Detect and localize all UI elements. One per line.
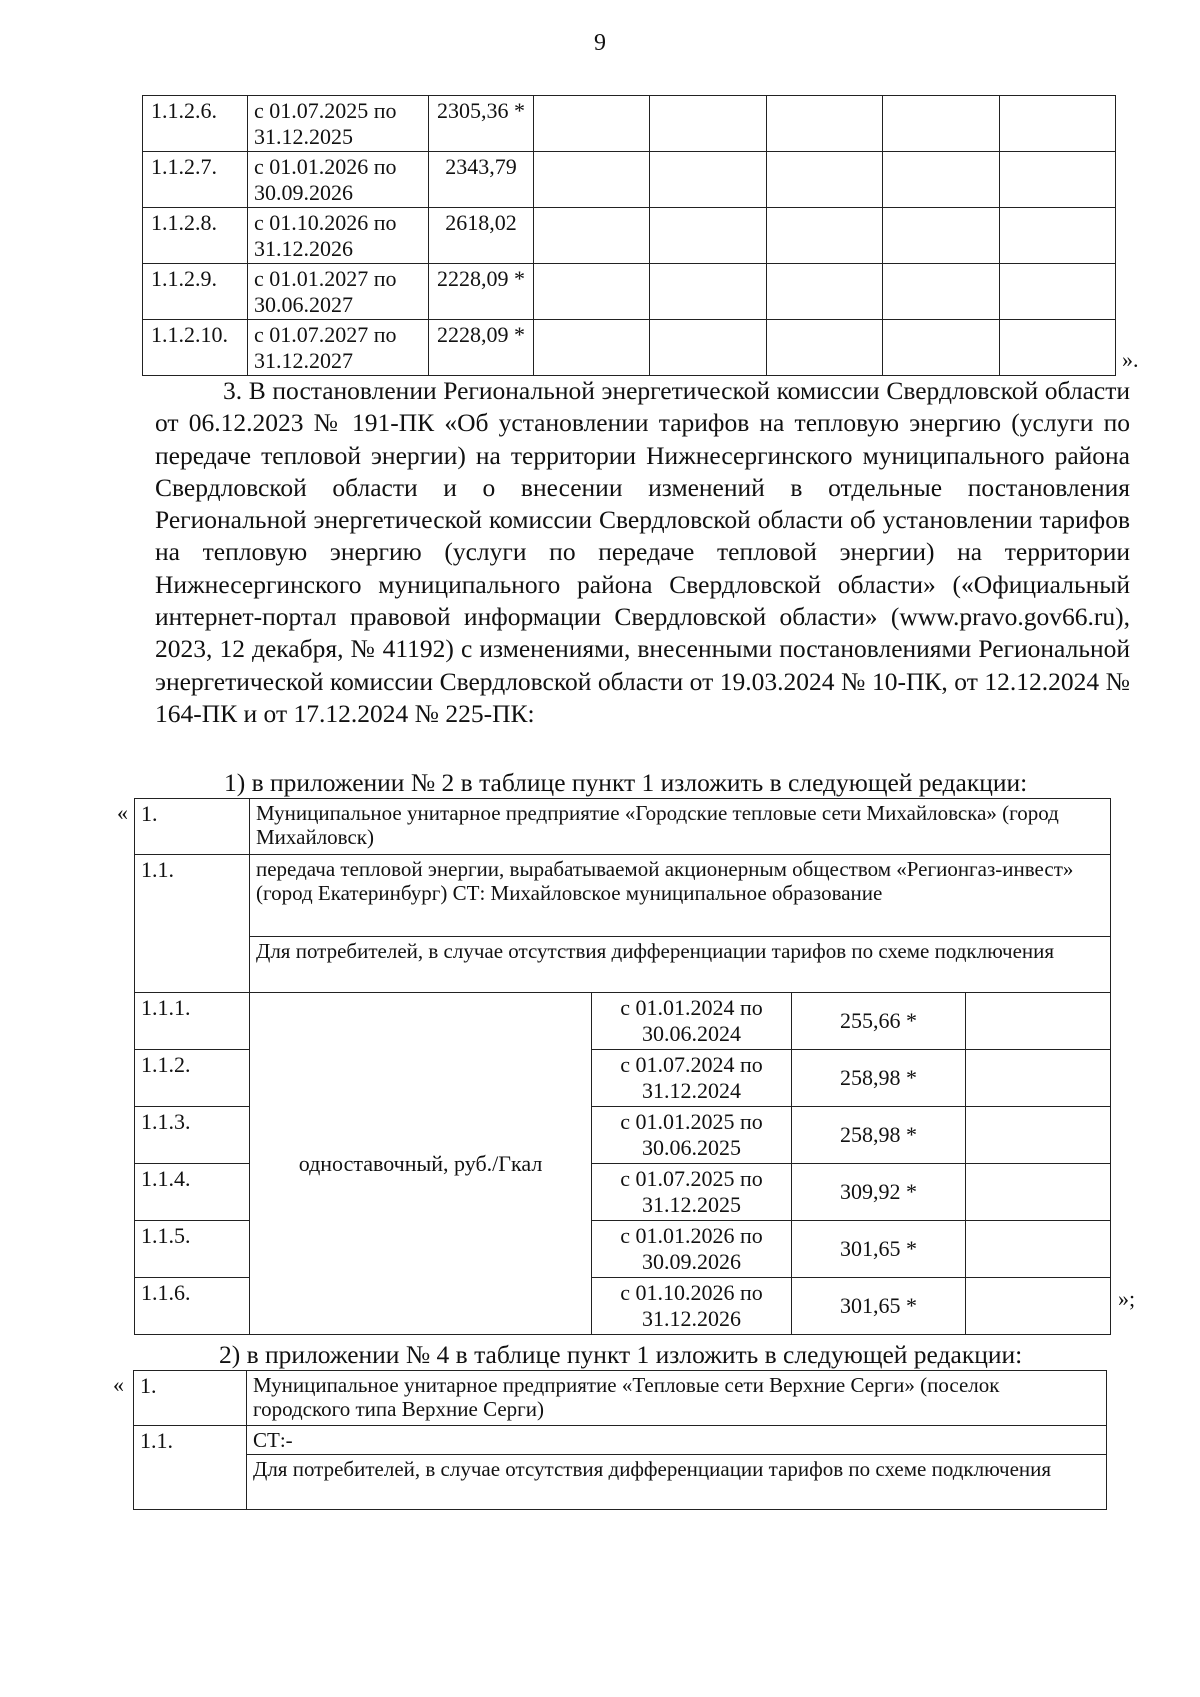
empty-cell xyxy=(966,1164,1111,1221)
consumer-group: Для потребителей, в случае отсутствия дифференциации тарифов по схеме подключения xyxy=(250,937,1111,993)
tariff-value: 309,92 * xyxy=(792,1164,966,1221)
empty-cell xyxy=(650,152,766,208)
period-start: с 01.07.2025 по xyxy=(254,98,397,123)
empty-cell xyxy=(534,264,650,320)
row-number: 1.1.2.10. xyxy=(143,320,248,376)
period-start: с 01.07.2025 по xyxy=(620,1166,763,1192)
tariff-value: 255,66 * xyxy=(792,993,966,1050)
period-cell xyxy=(592,1107,792,1164)
period-start: с 01.01.2026 по xyxy=(254,154,397,180)
row-number: 1.1. xyxy=(135,855,250,993)
row-number: 1.1.1. xyxy=(135,993,250,1050)
empty-cell xyxy=(999,152,1115,208)
table-row xyxy=(143,96,1116,152)
period-start: с 01.07.2024 по xyxy=(620,1052,763,1078)
empty-cell xyxy=(883,96,999,152)
table-row xyxy=(135,937,1111,993)
period-start: с 01.10.2026 по xyxy=(254,210,397,236)
table-row xyxy=(143,208,1116,264)
empty-cell xyxy=(766,264,882,320)
period-start: с 01.01.2026 по xyxy=(620,1223,763,1249)
period-end: 30.06.2027 xyxy=(254,291,353,317)
row-number: 1.1. xyxy=(134,1426,247,1510)
empty-cell xyxy=(534,96,650,152)
period-end: 31.12.2024 xyxy=(642,1078,741,1103)
consumer-group: Для потребителей, в случае отсутствия дифференциации тарифов по схеме подключения xyxy=(247,1455,1107,1510)
row-number: 1.1.2.9. xyxy=(143,264,248,320)
empty-cell xyxy=(883,208,999,264)
empty-cell xyxy=(883,320,999,376)
page-number: 9 xyxy=(594,30,606,56)
service-description: СТ:- xyxy=(247,1426,1107,1455)
row-number: 1. xyxy=(135,799,250,855)
service-description: передача тепловой энергии, вырабатываемой акционерным обществом «Регионгаз-инвест» (город Екатеринбург) СТ: Михайловское муниципальное образование xyxy=(250,855,1111,937)
tariff-value: 2228,09 * xyxy=(429,264,534,320)
empty-cell xyxy=(766,208,882,264)
period-cell xyxy=(248,264,429,320)
tariff-table-appendix-4 xyxy=(133,1370,1107,1510)
period-end: 31.12.2027 xyxy=(254,347,353,373)
period-cell xyxy=(592,1221,792,1278)
empty-cell xyxy=(766,96,882,152)
row-number: 1.1.2.7. xyxy=(143,152,248,208)
tariff-value: 2305,36 * xyxy=(429,96,534,152)
period-cell xyxy=(592,1050,792,1107)
empty-cell xyxy=(650,208,766,264)
period-end: 31.12.2025 xyxy=(642,1192,741,1217)
organization-name: Муниципальное унитарное предприятие «Городские тепловые сети Михайловска» (город Михайловск) xyxy=(250,799,1111,855)
empty-cell xyxy=(766,152,882,208)
empty-cell xyxy=(883,264,999,320)
opening-quote: « xyxy=(113,1372,124,1397)
table-row xyxy=(135,855,1111,937)
period-cell xyxy=(248,208,429,264)
row-number: 1.1.5. xyxy=(135,1221,250,1278)
tariff-value: 301,65 * xyxy=(792,1221,966,1278)
period-cell xyxy=(248,152,429,208)
period-cell xyxy=(592,1164,792,1221)
tariff-type: одноставочный, руб./Гкал xyxy=(250,993,592,1335)
empty-cell xyxy=(650,96,766,152)
empty-cell xyxy=(883,152,999,208)
period-end: 30.06.2024 xyxy=(642,1021,741,1046)
empty-cell xyxy=(999,208,1115,264)
period-cell xyxy=(592,993,792,1050)
subitem-1: 1) в приложении № 2 в таблице пункт 1 изложить в следующей редакции: xyxy=(224,768,1028,797)
table-row xyxy=(143,152,1116,208)
subitem-2: 2) в приложении № 4 в таблице пункт 1 изложить в следующей редакции: xyxy=(219,1340,1023,1369)
empty-cell xyxy=(966,1050,1111,1107)
empty-cell xyxy=(966,993,1111,1050)
empty-cell xyxy=(999,264,1115,320)
period-end: 30.09.2026 xyxy=(254,179,353,205)
row-number: 1.1.6. xyxy=(135,1278,250,1335)
period-end: 31.12.2026 xyxy=(642,1306,741,1331)
period-start: с 01.07.2027 по xyxy=(254,322,397,348)
period-end: 30.09.2026 xyxy=(642,1249,741,1274)
period-cell xyxy=(248,320,429,376)
period-start: с 01.01.2024 по xyxy=(620,995,763,1021)
period-start: с 01.01.2025 по xyxy=(620,1109,763,1135)
paragraph-3: 3. В постановлении Региональной энергетической комиссии Свердловской области от 06.12.2023 № 191-ПК «Об установлении тарифов на тепловую энергию (услуги по передаче тепловой энергии) на территории Нижнесергинского муниципального района Свердловской области и о внесении изменений в отдельные постановления Региональной энергетической комиссии Свердловской области об установлении тарифов на тепловую энергию (услуги по передаче тепловой энергии) на территории Нижнесергинского муниципального района Свердловской области» («Официальный интернет-портал правовой информации Свердловской области» (www.pravo.gov66.ru), 2023, 12 декабря, № 41192) с изменениями, внесенными постановлениями Региональной энергетической комиссии Свердловской области от 19.03.2024 № 10-ПК, от 12.12.2024 № 164-ПК и от 17.12.2024 № 225-ПК: xyxy=(155,376,1130,728)
table-row xyxy=(143,320,1116,376)
tariff-table-appendix-2 xyxy=(134,798,1111,1335)
table-row xyxy=(134,1426,1107,1455)
period-end: 30.06.2025 xyxy=(642,1135,741,1160)
empty-cell xyxy=(966,1107,1111,1164)
empty-cell xyxy=(534,152,650,208)
empty-cell xyxy=(534,208,650,264)
row-number: 1.1.3. xyxy=(135,1107,250,1164)
tariff-value: 258,98 * xyxy=(792,1107,966,1164)
table-row xyxy=(134,1371,1107,1426)
closing-quote: »; xyxy=(1118,1286,1136,1311)
table-row xyxy=(143,264,1116,320)
period-start: с 01.01.2027 по xyxy=(254,266,397,292)
row-number: 1.1.2.6. xyxy=(143,96,248,152)
period-cell xyxy=(248,96,429,152)
table-row xyxy=(135,993,1111,1050)
row-number: 1.1.2.8. xyxy=(143,208,248,264)
tariff-value: 301,65 * xyxy=(792,1278,966,1335)
period-end: 31.12.2026 xyxy=(254,235,353,261)
closing-quote: ». xyxy=(1122,347,1139,372)
empty-cell xyxy=(966,1278,1111,1335)
empty-cell xyxy=(650,320,766,376)
tariff-value: 2343,79 xyxy=(429,152,534,208)
tariff-value: 2618,02 xyxy=(429,208,534,264)
period-end: 31.12.2025 xyxy=(254,123,353,149)
empty-cell xyxy=(999,96,1115,152)
empty-cell xyxy=(966,1221,1111,1278)
empty-cell xyxy=(534,320,650,376)
opening-quote: « xyxy=(117,800,128,825)
tariff-table-continuation xyxy=(142,95,1116,376)
period-cell xyxy=(592,1278,792,1335)
row-number: 1.1.2. xyxy=(135,1050,250,1107)
tariff-value: 258,98 * xyxy=(792,1050,966,1107)
organization-name: Муниципальное унитарное предприятие «Тепловые сети Верхние Серги» (поселок городского типа Верхние Серги) xyxy=(247,1371,1107,1426)
empty-cell xyxy=(999,320,1115,376)
period-start: с 01.10.2026 по xyxy=(620,1280,763,1306)
table-row xyxy=(135,799,1111,855)
tariff-value: 2228,09 * xyxy=(429,320,534,376)
row-number: 1.1.4. xyxy=(135,1164,250,1221)
row-number: 1. xyxy=(134,1371,247,1426)
empty-cell xyxy=(766,320,882,376)
empty-cell xyxy=(650,264,766,320)
table-row xyxy=(134,1455,1107,1510)
